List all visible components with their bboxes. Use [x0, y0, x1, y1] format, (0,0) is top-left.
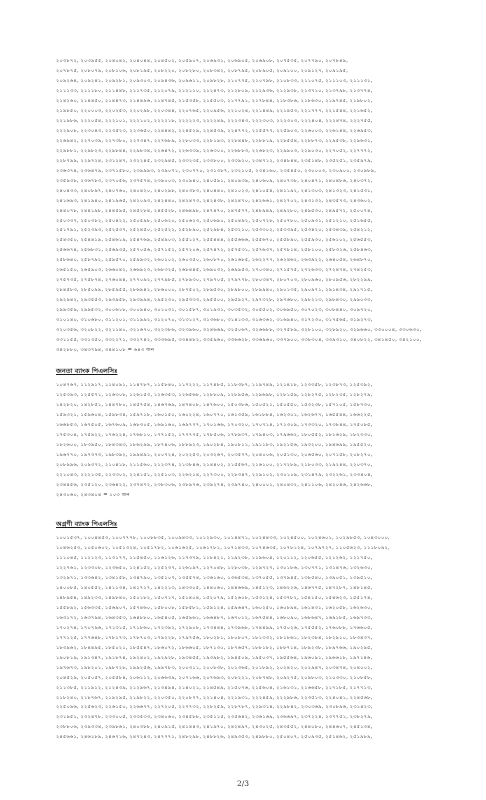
section-1-number-list [56, 381, 444, 501]
number-list-line: ১৯০৮১৯, ১৯১৩৪৭, ১৯১৮৭৪, ১৯২৪০২, ১৯২৯২৮, ১৯৩৪৫৫, ১৯৩৯৮২, ১৯৪৫০৯, ১৯৫০৩৭, ১৯৫৫৬৪, ১৯৬০৯১, ১৯৬৬১৮, ১৯৭১৪৬, [56, 654, 373, 661]
number-list-line: ২৭৫৭৩৫, ২৭৫৮৭৪, ২৭৬০৪৪, ২৭৭০৯২, ২৭৭৯৮৫, ২৭৮৯৩০, ২৭৯৭০৫, ২৭৯৭৭৮, ২৮০৩৪৭, ২৮০৭০৩, ২৮০৯৬০, ২৮০৯৫৬, ২৮২২৯৯, [56, 277, 373, 284]
number-list-line: ১৮২৬০০, ১৮৩৯৫০, ১৮৪৩৪৩, ১৮৬২৯৯, ১৮৭৪০৬, ১৮৮৯২৩, ১৯০২৮৪, ১৯০৮১১, ১৯১১৮৩, ১৯২১৫৬, ১৯৩২০০, ১৯৪৬৯৯, ১৯৫৫২০, [56, 441, 373, 448]
number-list-line: ২৪৫৬৬১, ২৪৬১৮৯, ২৪৬৭১৬, ২৪৭২৪৩, ২৪৭৭৭১, ২৪৮২৯৮, ২৪৮৮২৬, ২৪৯৩৫৩, ২৪৯৮৮০, ২৫০৪০৭, ২৫০৯৩৫, ২৫১৪৬২, ২৫১৯৮৯, [56, 734, 373, 741]
number-list-line: ১৫৫৮৯২, ১৫৬৩৩৫, ১৫৬৯০৭, ১৫৭৪৬০, ১৫৮০০৮, ১৫৮৫৮১, ১৫৯১২৪, ১৫৯৬৪৭, ১৬০২৫০, ১৬০৮৯৪, ১৬১৪৩১, ১৬২০৫৮, ১৬২৬৩০, [56, 604, 373, 611]
number-list-line: ২৯২৯৪২, ২৯৩৫৫৩, ২৯৩৯৫৮, ২৯৩৯৯৪, ২৯৫২৩০, ২৯৫৩৩৩, ২৯৫৫০০, ২৯৫৯২৭, ২৯৭৩২৮, ২৯৭৬৮০, ২৯৮২১৩, ২৯৮৪৩০, ২৯৯০৩৩, [56, 297, 373, 304]
number-list-line: ২১৯৮৫০, ২২০০০৩, ২২০২৫৩, ২২০২৯৮, ২২০৩৪৪, ২২০৭৬৫, ২২০৯৫৬, ২২১০২৪, ২২১৪৪৯, ২২১৪৫৩, ২২১৭৭৭, ২২১৫৪৪, ২২১৬৫২, [56, 107, 373, 114]
number-list-line: ১৪২৮২০, ১৪২৮৫১, ১৪৪৭৮০, ১৪৫৭৫৪, ১৪৬৭৬৯, ১৪৭৪০৮, ১৪৭৬০০, ১৫০৩৮৬, ১৫০৫২১, ১৫০৫৫০, ১৫৩২৩৮, ১৫৭১০৫, ১৫৮৭৩০, [56, 401, 373, 408]
number-list-line: ২৩৮৮০৬, ২৩৯৩৩৪, ২৩৯৮৬১, ২৪০৩৮৮, ২৪০৯১৫, ২৪১৪৪৩, ২৪১৯৭০, ২৪২৪৯৭, ২৪৩০২৫, ২৪৩৫৫২, ২৪৪০৮০, ২৪৪৬০৭, ২৪৫১৩৪, [56, 724, 373, 731]
number-list-line: ১৬৬৮৫৩, ১৬৭৫০৫, ১৬৭৬০৯, ১৬৮৩০৫, ১৬৯১৬০, ১৬৯৭৭৭, ১৭০১৬৬, ১৭০৩২০, ১৭০৭১৪, ১৭১৩০৯, ১৭৩৩২০, ১৭৩৮৪৪, ১৭৫০৮৫, [56, 421, 373, 428]
number-list-line: ৩৩১১৫৫, ৩৩১৩৫০, ৩৩২২৭১, ৩৩২৭৪২, ৩৩৩৬৯৫, ৩৩৪৪৮২, ৩৩৫৯৬০, ৩৩৬৬২৮, ৩৩৬৯৬০, ৩৩৭৯০০, ৩৩৮৩০৪, ৩৩৯৩১০, ৩৪০৮২২, ৩৪১৪৫০, ৩৪২১০০, [56, 337, 422, 344]
number-list-line: ২২৫০৯৬, ২২৫৬২৩, ২২৬১৫০, ২২৬৬৭৭, ২২৭২০৫, ২২৭৭৩২, ২২৮২৫৯, ২২৮৭৮৭, ২২৯৩১৪, ২২৯৮৪২, ২৩০৩৬৯, ২৩০৮৯৬, ২৩১৪২৩, [56, 704, 373, 711]
number-list-line: ১৭০২৭৪, ১৭০৭৯৬, ১৭১৩১৫, ১৭১৮৬০, ১৭২৩৯২, ১৭২৯০৮, ১৭৩৪৪৪, ১৭৩৯৬৮, ১৭৪৪৯৯, ১৭৫০২৬, ১৭৫৫৫২, ১৭৬০৮৮, ১৭৬৬০৫, [56, 624, 373, 631]
number-list-line: ২০৮৯৯৬, ২০৯৩৭২, ২১০৪১৮, ২১১৫৬০, ২১২৩৭৪, ২১৩৮৪৬, ২১৪৪০২, ২১৫৫৬৭, ২১৬১০০, ২১৭২৮৯, ২১৮০৩৩, ২১৯২৪৪, ২২০৩৭০, [56, 461, 373, 468]
number-list-line: ২৩৪৪৫৬, ২৩৫১২০, ২৩৬৪২২, ২৩৭৪৭২, ২৩৮৩০৬, ২৩৮৯৭৬, ২৩৯২৭৪, ২৩৯৭৪০, ২৪০০০১, ২৪০৪৩২, ২৪১১০৬, ২৪২০৪৬, ২৪২৬৬৮, [56, 481, 373, 488]
number-list-line: ২২১০৪৩, ২২২১৩৫, ২২৩৩০২, ২২৪১৫১, ২২৫১০৩, ২২৬২১৪, ২২৭৩০০, ২২৮৩৪৭, ২২৯১০২, ২৩০১০৯, ২৩১৪৭৯, ২৩২২৬১, ২৩৩৪০৪, [56, 471, 373, 478]
section-1-heading: জনতা ব্যাংক পিএলসিঃ [56, 367, 118, 375]
page-number: 2/3 [236, 779, 250, 788]
number-list-line: ২১১১৩৩, ২১১১৮০, ২১১৪৪৮, ২১১৭৩৫, ২১২০৭৯, ২১২১১০, ২১২৪৭৩, ২১২৮০৯, ২১২৯৩৬, ২১২৯৩৮, ২১৩৭১০, ২১৩৭৯৮, ২১৩৭৭৪, [56, 87, 373, 94]
number-list-line: ২০৪৫২৯, ২০৫০৫৭, ২০৫৫৮৪, ২০৬১১২, ২০৬৬৩৯, ২০৭১৬৬, ২০৭৬৯৩, ২০৮২২১, ২০৮৭৪৮, ২০৯২৭৫, ২০৯৮০৩, ২১০৩৩০, ২১০৮৫৮, [56, 674, 373, 681]
number-list-line: ২৫০৩৩৭, ২৫০৩৮২, ২৫০৪২২, ২৫০৫৯৮, ২৫০৬২০, ২৫০৬২৩, ২৫০৬৯০, ২৫০৪৯২, ২৫০৭২৮, ২৫০৭৮০, ২৫০৯৩১, ২৫১২১০, ২৫১৬৫৫, [56, 217, 373, 224]
number-list-line: ১১১০৪৫, ১১২১২৩, ১১৩১৭৭, ১১৫৪৫০, ১১৬১২৬, ১১৭৩৭৯, ১১৮৪২১, ১১৯২৩৮, ১১৯৬০৪, ১২০১১২, ১২০৬৫৫, ১২১২৬২, ১২১৭৫০, [56, 554, 373, 561]
number-list-line: ১২৫৩৯৩, ১২৫৫৭১, ১২৬৩০৮, ১২৬১৫৩, ১২৬৩৫৩, ১২৬৫৬৮, ১২৮৮০৯, ১২৮৯৫৬, ১২৯৬৯৮, ১২৮১৫৯, ১২৮২৭৫, ১২৮২৩৫, ১২৮২৭৯, [56, 391, 373, 398]
number-list-line: ২২১৯৮৬, ২২২০৫৪, ২২২১০১, ২২২১০২, ২২২২১৮, ২২২২২৩, ২২২২৪৯, ২২২৩৪৩, ২২২৩০৩, ২২২৩০৩, ২২২৪০৪, ২২২৪৭৪, ২২২৭৫৫, [56, 117, 373, 124]
number-list-line: ২৬৫১৫০, ২৬৫৯০৩, ২৬৬০৪২, ২৬৬৯২৩, ২৬৮৩২৫, ২৬৮৪৪৫, ২৬৯০৩২, ২৬৯৯৫৩, ২৭০৩৪০, ২৭১৫৭৫, ২৭২৬৩৩, ২৭২৪৭৪, ২৭৪২৫৩, [56, 267, 373, 274]
number-list-line: ৩১০১৪০, ৩১০৬৮০, ৩১১২০১, ৩১১৯৯২, ৩১২০৭০, ৩১৩১২৭, ৩১৩৬৮০, ৩১৪১৩৩, ৩১৬৩৬২, ৩১৬৯৪০, ৩১৭২৩০, ৩১৭৫৬৫, ৩১৯২৭৩, [56, 317, 373, 324]
number-list-line: ১৪৮৯৫৪, ১৪৯২৩৩, ১৪৯৮৪০, ১৫০১৮২, ১৫০৭১৭, ১৫১৪০৪, ১৫২০৭৯, ১৫২৬০৮, ১৫৩১২৪, ১৫৩৭৮২, ১৫৪১৫০, ১৫৪৬২৩, ১৫৫১৭৪, [56, 594, 373, 601]
number-list-line: ১৭৫৩০৪, ১৭৫৯২২, ১৭৬২২৪, ১৭৬৮১০, ১৭৭১৫২, ১৭৭৭৭৫, ১৭৮৫০৬, ১৭৮৯৩৭, ১৭৯৪০৩, ১৭৯৬৬২, ১৮০৫৫২, ১৮১৬২৯, ১৮২৩৩০, [56, 431, 373, 438]
number-list-line: ২০৯২৬৪, ২০৯২৪১, ২০৯২৮১, ২০৯৩০৩, ২০৯৪৩৬, ২০৯৬১১, ২০৯৮২৮, ২১০৭৭৫, ২১০৭৯৮, ২১০৮৩৩, ২১১০৭৫, ২১১১০৩, ২১১১৩১, [56, 77, 373, 84]
number-list-line: ৩৪২৮৮০, ৩৪৩৭৯৪, ৩৪৪১০৮ = ৬৪৩ জন [56, 347, 155, 354]
section-2-number-list [56, 534, 444, 743]
number-list-line: ২৩৬৩৭৪, ২৩৬৪৭৯, ২৩৭১৫৮০, ২৩৯৯৯৩, ২৩৯০৭১, ২৩০৭৭০, ২৩১৩৮৭, ২৩২১০৫, ২৩৪১৬০, ২৩৫৪৫০, ২৩০০০৩, ২৩০৯০০, ২৩০৯৮৯, [56, 167, 377, 174]
number-list-line: ২১৮২৪০, ২১৮৭৬৭, ২১৯২৯৫, ২১৯৮২২, ২২০৩৫০, ২২০৮৭৭, ২২১৪০৪, ২২১৯৩১, ২২২৪৫৯, ২২২৯৮৬, ২২৩৫১৩, ২২৪০৪১, ২২৪৫৬৮, [56, 694, 373, 701]
number-list-line: ১৩২৯৭১, ১৩৩৬৪২, ১৩৪১৫৮, ১৩৪৭৯০, ১৩৫১০৭, ১৩৫৫৭৪, ১৩৬১৬০, ১৩৬৫৩৪, ১৩৭০৫৫, ১৩৭৯৪৫, ১৩৮৫৪০, ১৩৯০৫১, ১৩৯৫১০, [56, 574, 373, 581]
number-list-line: ১৫৯৩২১, ১৫৯৬০৪, ১৫৯৮৩৪, ১৫৯৭১৮, ১৬০১৫০, ১৬০২২৪, ১৬০৭৭০, ১৬১৩৫৯, ১৬১৮৮৪, ১৬২৩০১, ১৬২৬৭৭, ১৬৫৫৪৪, ১৬৬২২৫, [56, 411, 373, 418]
number-list-line: ১০৪৭৬৭, ১১২৯১৭, ১১৪০৯১, ১১৪৭৮৭, ১১৫৮৪০, ১১৭২২২, ১১৭৪৮৫, ১১৮৩৮৭, ১১৯৭৪৯, ১২১৪১৮, ১২৩৩৫৮, ১২৩৮৭৩, ১২৫৩৯২, [56, 382, 373, 388]
number-list-line: ২২২৯০৮, ২২৩০৪৩, ২২৩৫২৩, ২২৩৬৫০, ২২৪৪৪২, ২২৪৫২৯, ২২৪৫৩৯, ২২৪৭৭২, ২২৫৫৭৭, ২২৫৯০৩, ২২৬০০৩, ২২৬১৪৪, ২২৬৯৫৩, [56, 127, 373, 134]
number-list-line: ২৫১৭৯১, ২৫২৩৯৩, ২৫২৫৩৭, ২৫২৪৫০, ২৫২৫২২, ২৫২৮৯০, ২৫২৯৮৪, ২৫৩২১০, ২৫৩৩০২, ২৫৩৩৯৫, ২৫৩৪২০, ২৫৩৪৩৯, ২৫৪২১২, [56, 227, 373, 234]
number-list-line: ১৯৭৬৭৩, ১৯৮২০১, ১৯৮৭২৮, ১৯৯২৫৬, ১৯৯৭৮৩, ২০০৩১১, ২০০৮৩৮, ২০১৩৬৫, ২০১৮৯২, ২০২৪২০, ২০২৯৪৭, ২০৩৪৭৪, ২০৪০০২, [56, 664, 373, 671]
number-list-line: ২৩৫৯৩৮, ২৩৬৭৮৩, ২৩৭০৫৬, ২৩৭৫৭৪, ২৩৯০০৩, ২৩০৯৪০, ২৪০৫৯১, ২৪০৯৩৯, ২৪০৬০৯, ২৪০৭৩৮, ২৪০৪৭১, ২৪০৪৮৬, ২৪০৩৭২, [56, 177, 373, 184]
number-list-line: ১৯৬৭৭০, ১৯৭৩৭৩, ১৯৮৩৯২, ১৯৯৪৯১, ২০০৭২৪, ২০২২৫৩, ২০৩২৬৭, ২০৩৫৭৭, ২০৪০০৬, ২০৫১৩০, ২০৬৫৬০, ২০৭১৫৮, ২০৮২৭০, [56, 451, 373, 458]
number-list-line: ২৪০৪৩৩, ২৪০৮৯৭, ২৪০৭৬০, ২৪০৪২০, ২৪০২৯৮, ২৪০৩৮৩, ২৪০৪৪০, ২৪১০২৩, ২৪১০৫৪, ২৪১১৯২, ২৪১৩০৩, ২৪১৩২৩, ২৪১৫৩১, [56, 187, 373, 194]
number-list-line: ২৪১৬৯৩, ২৪১৯৪০, ২৪১৯৬৫, ২৪২০৯৩, ২৪২৪৪০, ২৪২৪৭৩, ২৪২৪৩৮, ২৪২৪৭০, ২৪২৬৬১, ২৪২৭০২, ২৪৩১৩২, ২৪৩৫৭৩, ২৪৩৬০২, [56, 197, 373, 204]
number-list-line: ২৫৮৬৪০, ২৫৮৭৯২, ২৫৯৫৭০, ২৫৯৯৩২, ২৬০১০২, ২৬০৩৫০, ২৬০৮৭০, ২৬১৬৮৫, ২৬২২৭৭, ২৬২৪৬২, ২৬৩৯২২, ২৬৪০৫৪, ২৬৪৮৭০, [56, 257, 373, 264]
number-list-line: ২০৩৮৭২, ২০৩৯৫৫, ২০৪০৪২, ২০৪০৪৪, ২০৪৫০২, ২০৫৯০৭, ২০৬৯৩১, ২০৬৯০৫, ২০৬৯০৮, ২০৭৫৩৫, ২০৭৭৯০, ২০৭৮৪৯, [56, 58, 349, 64]
number-list-line: ১৬৩১৭২, ১৬৩৭৯৪, ১৬৪৩৫৩, ১৬৪৮৮০, ১৬৫৪০৫, ১৬৫৯৬১, ১৬৬৪৮৭, ১৬৭০১২, ১৬৭৫৪৪, ১৬৮০৯০, ১৬৮৬৪৭, ১৬৯১৮৫, ১৬৯৭৩৩, [56, 614, 373, 621]
number-list-line: ১৪০০৮৫, ১৪০৫৫২, ১৪১১৩৪, ১৪১৭১৭, ১৪২২১৩, ১৪৩৩০৫, ১৪৪০৬০, ১৪৪৬৬৯, ১৪৫১২৩, ১৪৬২২৬, ১৪৬৭৭৫, ১৪৭২৮৭, ১৪৮১৪৫, [56, 584, 373, 591]
number-list-line: ২৪৪০৭৮, ২৪৪১৯৮, ২৪৪৫৯৫, ২৪৫২৮৪, ২৪৫৫২৮, ২৪৬৪৯৮, ২৪৭৪৭০, ২৪৭৫৭৭, ২৪৮৯৪৯, ২৪৯২৮০, ২৪৯৫৩০, ২৪৯৫৭২, ২৫০০৭৪, [56, 207, 373, 214]
number-list-line: ২৫৪৩৫০, ২৫৪৪১৯, ২৫৪৬১৯, ২৫৪৭৬৯, ২৫৪৯০৩, ২৫৫১২৭, ২৫৫৪৪৪, ২৫৫৬৬৬, ২৫৫৬৭০, ২৫৫৮৯০, ২৫৫৯৩০, ২৫৬১০২, ২৫৬৫৫৩, [56, 237, 373, 244]
number-list-line: ২৯৯৩৫৯, ২৯৯৫৩২, ৩০০৬১৮, ৩০০৯৪০, ৩০১০৩১, ৩০১৫৮৭, ৩০১৯৩১, ৩০৩৫৩২, ৩০৫৫০২, ৩০৬৯৫০, ৩০৭০২৩, ৩০৮৪৪০, ৩০৯৭২০, [56, 307, 373, 314]
number-list-line: ১২২৭৬১, ১২৩৩০৮, ১২৩৬৫০, ১২৪১৫২, ১২৫২৩৭, ১২৬১৯৭, ১২৭০৪৮, ১২৮০৩৮, ১২৯৭২৭, ১৩০১৮৬, ১৩০৭৭১, ১৩১৪৭৬, ১৩২৬৩০, [56, 564, 373, 571]
number-list-line: ২২৬৯৪২, ২২৭০৩৯, ২২৭৩৮০, ২২৭৩৪৭, ২২৭৬৮৯, ২২৮০৩৩, ২২৮১৯৩, ২২৮৪৪৮, ২২৮৮১৯, ২২৮৫৫৪, ২২৮৮৭৩, ২২৯৫৩৮, ২২৯৬৩১, [56, 137, 373, 144]
number-list-line: ২২৯৮৮১, ২২৯৮২৩, ২২৯৮৪৪, ২২৯৮৩৪, ২২৬৪৭২, ২২৬৩৩৯, ২২৬৩০০, ২২৬৮৮৩, ২২৬৮২৩, ২২৯৯০৩, ২২৯০৩০, ২২৭০৫২, ২২৭৭৭২, [56, 147, 373, 154]
section-0-number-list [56, 57, 444, 356]
section-2-heading: অগ্রণী ব্যাংক পিএলসিঃ [56, 520, 118, 528]
number-list-line: ২২৮৭৯৯, ২২৯৭২৪, ২৩১২৪৭, ২৩২২৪৫, ২৩২৯৪৫, ২৩৩২৩৫, ২৩৩৮০০, ২৩৩৯২০, ২৩৪৭১২, ২৩৪৮৪৪, ২৩৫১৪৮, ২৩৫২৫১, ২৩৫৯৭৯, [56, 157, 373, 164]
number-list-line: ১০৪৬২৫৩, ১০৫০৬০২, ১০৫১৩২৪, ১০৫১৭৮২, ১০৬১৬২৫, ১০৬১৭৮১, ১০৭১৪৩৩, ১০৭৪৬৩৫, ১০৭৮১২৪, ১০৭৯৭২৭, ১১০৫৬২৩, ১১১৮০৯২, [56, 544, 390, 551]
number-list-line: ২৮৪৫৮৩, ২৮৫০৯৯, ২৮৫৯৫৫, ২৮৬৯৪২, ২৮৬০০০, ২৮৭৫০২, ২৮৯৫৩০, ২৮৯৮০০, ২৮৯৯৪০, ২৯০১৩৫, ২৯০৯৭১, ২৯১৪৩৪, ২৯১৭১৫, [56, 287, 373, 294]
number-list-line: ২৫৬৬৭৪, ২৫৬৮৩১, ২৫৬৯৩৫, ২৫৭০৫৬, ২৫৭১৫২, ২৫৭২০৬, ২৫৭৪৭২, ২৫৭৫৩১, ২৫৭৬৩৭, ২৫৭৮১৪, ২৫৮১০০, ২৫৮৩২৬, ২৫৮৪৬৩, [56, 247, 373, 254]
number-list-line: ২১১৩৮৫, ২১১৯১২, ২১২৪৩৯, ২১২৯৬৭, ২১৩৪৯৪, ২১৪০২১, ২১৪৫৪৯, ২১৫০৭৬, ২১৫৬০৪, ২১৬১৩১, ২১৬৬৫৮, ২১৭১৮৫, ২১৭৭১৩, [56, 684, 373, 691]
number-list-line: ৩২০৩৫৬, ৩২০৮২২, ৩২১১৪০, ৩২১৬৭০, ৩২২৩৮৬, ৩২৩৯৬০, ৩২৪৬৬৯, ৩২৫০৬৭, ৩২৬৬৮৮, ৩২৭৫৮৯, ৩২৮১০০, ৩২৮৯২০, ৩২৯৬৬০, ৩৩০০০৪, ৩৩০৬৩০, [56, 327, 422, 334]
number-list-line: ১৮৩৯৬২, ১৮৪৪৯৫, ১৮৫০২১, ১৮৫৫৪৭, ১৮৬০৭২, ১৮৬৬০৫, ১৮৭১৩০, ১৮৭৬৫৭, ১৮৮১৮২, ১৮৮৭১৪, ১৮৯২৩৮, ১৮৯৭৬৬, ১৯০২৯৫, [56, 644, 373, 651]
number-list-line: ১০০১৫৩৭, ১০০৪৪৫৩, ১০০৭৭৭৮, ১০০৮৮৩৫, ১০০৯৪৩৩, ১০১২৯৩০, ১০১৪৪৭১, ১০২৪৪৩৩, ১০২৪৫০০, ১০২৪৬০১, ১০২৯৮৫৩, ১০৪৩০০০, [56, 535, 390, 541]
number-list-line: ২৩১৯৫১, ২৩২৪৭৮, ২৩৩০০৫, ২৩৩৫৩৩, ২৩৪০৬০, ২৩৪৫৮৮, ২৩৫১১৫, ২৩৫৬৪২, ২৩৬১৬৯, ২৩৬৬৯৭, ২৩৭২২৪, ২৩৭৭৫১, ২৩৮২৭৯, [56, 714, 373, 721]
number-list-line: ২০৭৮৭৫, ২০৮০৭৯, ২০৮১০৬, ২০৮১৯৫, ২০৮২২০, ২০৮২৮০, ২০৮৩৪২, ২০৮৭৯৫, ২০৮৯০৫, ২০৯১০০, ২০৯১২৭, ২০৯১৯৫, [56, 67, 348, 74]
number-list-line: ২১৪২৬০, ২১৪৪৫০, ২১৪৪৭৩, ২১৪৪৯৬, ২১৪৭৪৫, ২১৫৩৫৮, ২১৫৫০৩, ২১৭৭৯১, ২১৭৮৪৪, ২১৮৩৮৬, ২১৮৬৩০, ২১৯৭৪৫, ২১৯৮০২, [56, 97, 373, 104]
number-list-line: ১৭৭১২৫, ১৭৭৬৪৮, ১৭৮১৭৩, ১৭৮৭০৩, ১৭৯২২৮, ১৭৯৭৫৬, ১৮০২৮১, ১৮০৮০৭, ১৮১৩৩২, ১৮১৮৬১, ১৮২৩৮৪, ১৮২৯১০, ১৮৩৪৩৭, [56, 634, 373, 641]
number-list-line: ২৪৩০৬০, ২৪৩৪০৪ = ১০৩ জন [56, 491, 130, 498]
